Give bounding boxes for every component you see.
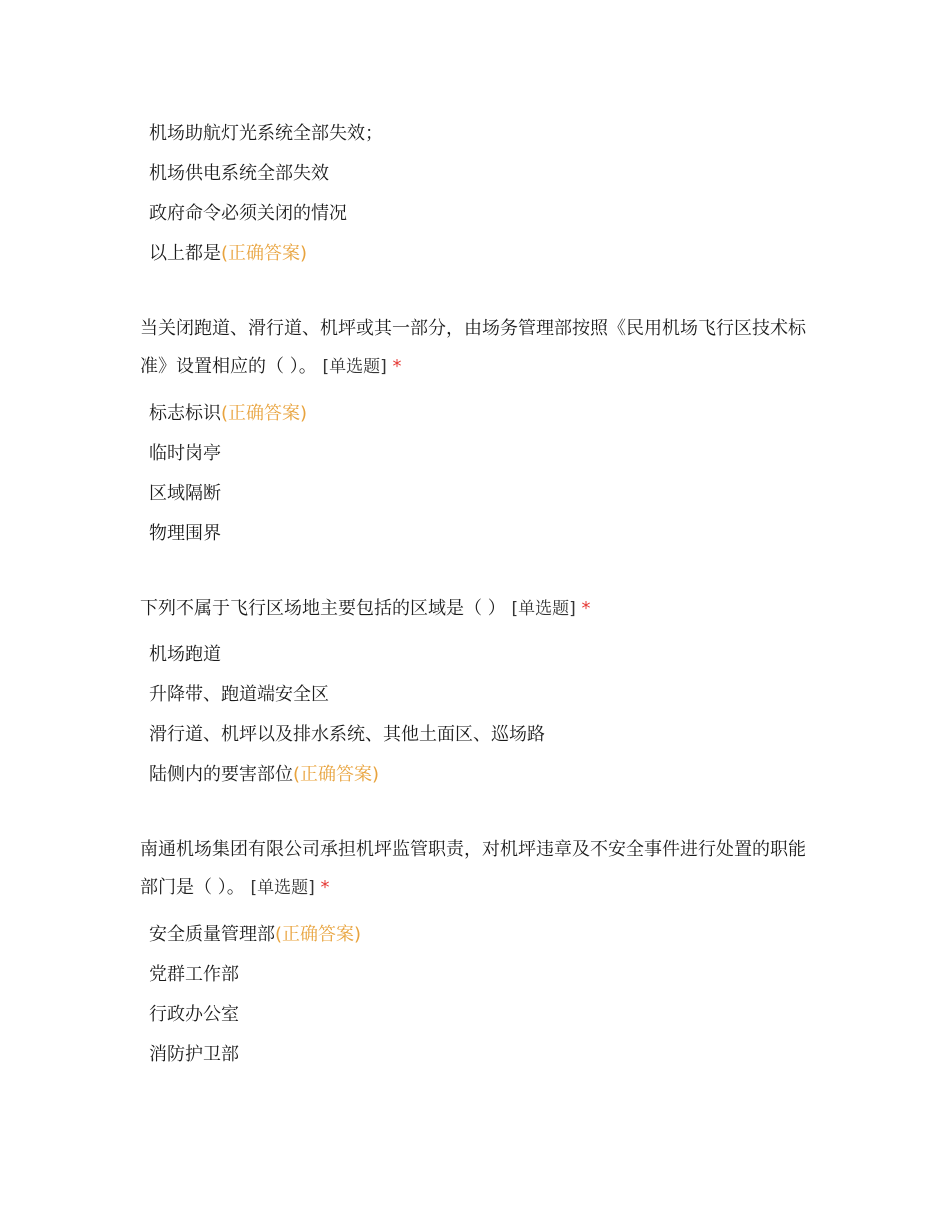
option: 区域隔断 (149, 483, 221, 504)
required-star: * (392, 356, 402, 377)
option: 标志标识(正确答案) (149, 403, 308, 424)
option: 机场供电系统全部失效 (149, 163, 329, 184)
option: 行政办公室 (149, 1004, 239, 1025)
correct-answer-marker: (正确答案) (221, 403, 308, 424)
option: 政府命令必须关闭的情况 (149, 203, 347, 224)
option: 机场跑道 (149, 644, 221, 665)
question-text: 当关闭跑道、滑行道、机坪或其一部分，由场务管理部按照《民用机场飞行区技术标准》设置相应的（ ）。 [单选题] * (140, 318, 806, 377)
correct-answer-marker: (正确答案) (293, 764, 380, 785)
question-type: [单选题] (511, 599, 576, 619)
option: 物理围界 (149, 523, 221, 544)
required-star: * (581, 598, 591, 619)
option: 安全质量管理部(正确答案) (149, 924, 362, 945)
option: 升降带、跑道端安全区 (149, 684, 329, 705)
question-type: [单选题] (322, 357, 387, 377)
correct-answer-marker: (正确答案) (221, 243, 308, 264)
option: 滑行道、机坪以及排水系统、其他土面区、巡场路 (149, 724, 545, 745)
option: 临时岗亭 (149, 443, 221, 464)
question-text: 南通机场集团有限公司承担机坪监管职责，对机坪违章及不安全事件进行处置的职能部门是（ ）。 [单选题] * (140, 839, 806, 898)
option: 陆侧内的要害部位(正确答案) (149, 764, 380, 785)
question-text: 下列不属于飞行区场地主要包括的区域是（ ） [单选题] * (140, 598, 591, 619)
option: 消防护卫部 (149, 1044, 239, 1065)
option: 党群工作部 (149, 964, 239, 985)
option: 机场助航灯光系统全部失效； (149, 123, 383, 144)
option: 以上都是(正确答案) (149, 243, 308, 264)
required-star: * (320, 877, 330, 898)
question-type: [单选题] (250, 878, 315, 898)
correct-answer-marker: (正确答案) (275, 924, 362, 945)
